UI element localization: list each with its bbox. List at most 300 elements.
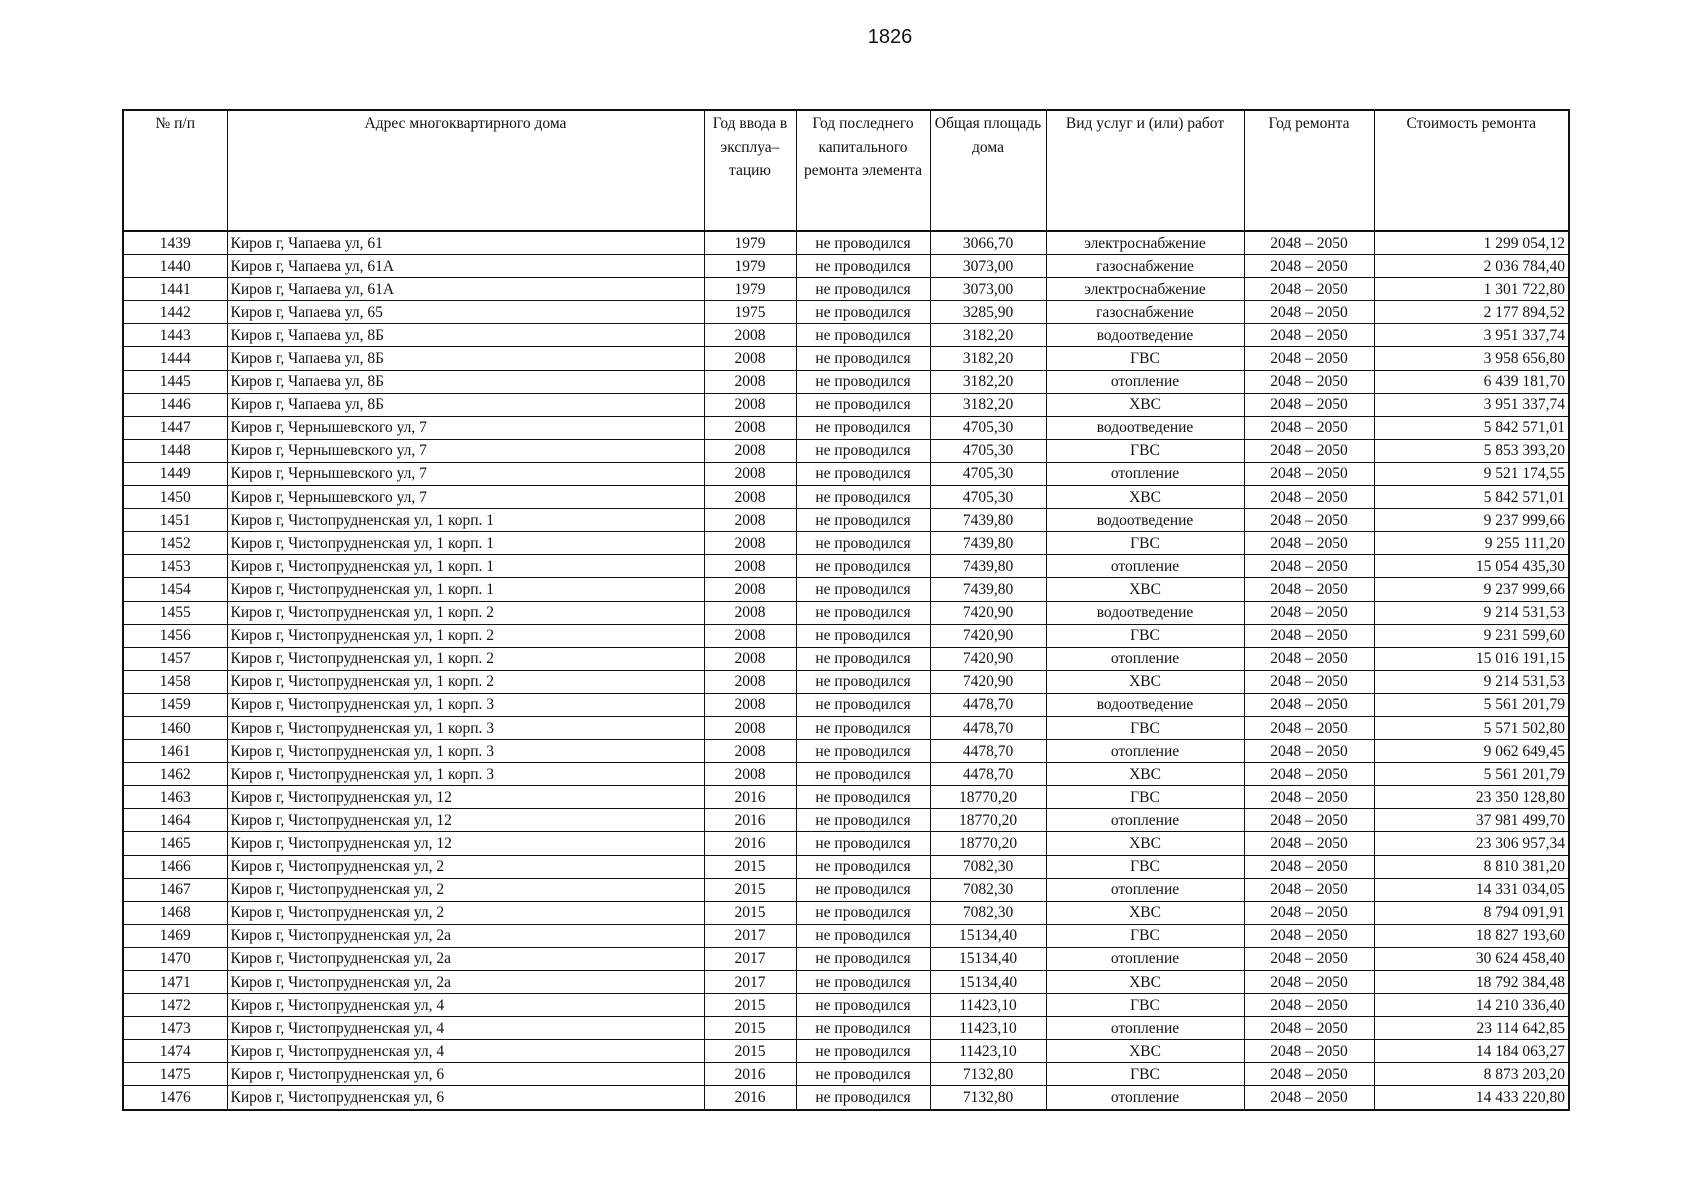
cell-service: водоотведение: [1046, 324, 1244, 347]
table-row: [123, 901, 1569, 924]
cell-last-repair: не проводился: [796, 809, 930, 832]
cell-cost: 9 062 649,45: [1374, 740, 1569, 763]
cell-repair-years: 2048 – 2050: [1244, 670, 1374, 693]
cell-repair-years: 2048 – 2050: [1244, 786, 1374, 809]
cell-num: 1456: [123, 624, 227, 647]
cell-address: Киров г, Чистопрудненская ул, 2: [227, 855, 704, 878]
cell-last-repair: не проводился: [796, 647, 930, 670]
cell-cost: 14 184 063,27: [1374, 1040, 1569, 1063]
cell-area: 4705,30: [930, 462, 1046, 485]
cell-last-repair: не проводился: [796, 971, 930, 994]
cell-repair-years: 2048 – 2050: [1244, 924, 1374, 947]
cell-year-built: 1979: [704, 278, 796, 301]
cell-year-built: 2008: [704, 624, 796, 647]
cell-last-repair: не проводился: [796, 947, 930, 970]
cell-area: 3073,00: [930, 278, 1046, 301]
cell-area: 3066,70: [930, 231, 1046, 255]
cell-address: Киров г, Чапаева ул, 8Б: [227, 347, 704, 370]
cell-repair-years: 2048 – 2050: [1244, 555, 1374, 578]
table-row: [123, 462, 1569, 485]
cell-service: ХВС: [1046, 832, 1244, 855]
cell-year-built: 1979: [704, 255, 796, 278]
cell-last-repair: не проводился: [796, 439, 930, 462]
cell-year-built: 1975: [704, 301, 796, 324]
cell-num: 1439: [123, 231, 227, 255]
cell-area: 4478,70: [930, 740, 1046, 763]
cell-year-built: 2016: [704, 832, 796, 855]
cell-address: Киров г, Чистопрудненская ул, 2а: [227, 947, 704, 970]
cell-last-repair: не проводился: [796, 901, 930, 924]
cell-service: отопление: [1046, 555, 1244, 578]
cell-cost: 5 561 201,79: [1374, 763, 1569, 786]
header-row: [123, 110, 1569, 231]
cell-num: 1462: [123, 763, 227, 786]
cell-year-built: 2017: [704, 971, 796, 994]
cell-last-repair: не проводился: [796, 301, 930, 324]
cell-area: 11423,10: [930, 994, 1046, 1017]
cell-repair-years: 2048 – 2050: [1244, 347, 1374, 370]
cell-area: 3285,90: [930, 301, 1046, 324]
cell-address: Киров г, Чистопрудненская ул, 6: [227, 1086, 704, 1110]
cell-repair-years: 2048 – 2050: [1244, 1040, 1374, 1063]
cell-service: электроснабжение: [1046, 278, 1244, 301]
cell-year-built: 2008: [704, 324, 796, 347]
cell-address: Киров г, Чистопрудненская ул, 1 корп. 1: [227, 578, 704, 601]
cell-area: 3073,00: [930, 255, 1046, 278]
cell-repair-years: 2048 – 2050: [1244, 1063, 1374, 1086]
cell-address: Киров г, Чапаева ул, 8Б: [227, 370, 704, 393]
cell-address: Киров г, Чистопрудненская ул, 1 корп. 2: [227, 624, 704, 647]
cell-area: 7439,80: [930, 555, 1046, 578]
cell-address: Киров г, Чистопрудненская ул, 1 корп. 3: [227, 763, 704, 786]
cell-year-built: 2017: [704, 947, 796, 970]
cell-cost: 5 853 393,20: [1374, 439, 1569, 462]
cell-num: 1461: [123, 740, 227, 763]
cell-repair-years: 2048 – 2050: [1244, 532, 1374, 555]
cell-address: Киров г, Чистопрудненская ул, 2а: [227, 971, 704, 994]
cell-num: 1451: [123, 509, 227, 532]
cell-repair-years: 2048 – 2050: [1244, 624, 1374, 647]
cell-cost: 23 114 642,85: [1374, 1017, 1569, 1040]
cell-cost: 9 521 174,55: [1374, 462, 1569, 485]
cell-area: 3182,20: [930, 393, 1046, 416]
cell-cost: 9 214 531,53: [1374, 670, 1569, 693]
cell-cost: 1 301 722,80: [1374, 278, 1569, 301]
cell-service: ГВС: [1046, 624, 1244, 647]
cell-last-repair: не проводился: [796, 370, 930, 393]
cell-cost: 3 951 337,74: [1374, 393, 1569, 416]
cell-num: 1465: [123, 832, 227, 855]
cell-cost: 8 810 381,20: [1374, 855, 1569, 878]
cell-year-built: 2008: [704, 486, 796, 509]
cell-repair-years: 2048 – 2050: [1244, 462, 1374, 485]
cell-num: 1443: [123, 324, 227, 347]
table-row: [123, 971, 1569, 994]
cell-cost: 15 054 435,30: [1374, 555, 1569, 578]
cell-service: отопление: [1046, 809, 1244, 832]
table-row: [123, 809, 1569, 832]
cell-area: 7082,30: [930, 855, 1046, 878]
cell-last-repair: не проводился: [796, 855, 930, 878]
cell-repair-years: 2048 – 2050: [1244, 740, 1374, 763]
cell-address: Киров г, Чистопрудненская ул, 2: [227, 878, 704, 901]
cell-address: Киров г, Чапаева ул, 65: [227, 301, 704, 324]
header-address: Адрес многоквартирного дома: [227, 110, 704, 231]
cell-repair-years: 2048 – 2050: [1244, 301, 1374, 324]
table-row: [123, 301, 1569, 324]
cell-num: 1444: [123, 347, 227, 370]
cell-repair-years: 2048 – 2050: [1244, 416, 1374, 439]
cell-cost: 5 842 571,01: [1374, 486, 1569, 509]
cell-cost: 5 561 201,79: [1374, 693, 1569, 716]
cell-repair-years: 2048 – 2050: [1244, 324, 1374, 347]
cell-service: ХВС: [1046, 393, 1244, 416]
cell-service: газоснабжение: [1046, 301, 1244, 324]
table-row: [123, 439, 1569, 462]
cell-repair-years: 2048 – 2050: [1244, 509, 1374, 532]
cell-address: Киров г, Чернышевского ул, 7: [227, 416, 704, 439]
cell-repair-years: 2048 – 2050: [1244, 693, 1374, 716]
cell-cost: 14 210 336,40: [1374, 994, 1569, 1017]
cell-service: ХВС: [1046, 670, 1244, 693]
cell-cost: 8 873 203,20: [1374, 1063, 1569, 1086]
cell-address: Киров г, Чистопрудненская ул, 6: [227, 1063, 704, 1086]
cell-address: Киров г, Чапаева ул, 8Б: [227, 393, 704, 416]
cell-year-built: 2008: [704, 462, 796, 485]
cell-service: водоотведение: [1046, 693, 1244, 716]
header-year-built: Год ввода в эксплуа– тацию: [704, 110, 796, 231]
cell-cost: 15 016 191,15: [1374, 647, 1569, 670]
cell-num: 1470: [123, 947, 227, 970]
header-last-repair: Год последнего капитального ремонта элемента: [796, 110, 930, 231]
cell-num: 1447: [123, 416, 227, 439]
cell-num: 1442: [123, 301, 227, 324]
cell-repair-years: 2048 – 2050: [1244, 578, 1374, 601]
table-row: [123, 509, 1569, 532]
cell-area: 18770,20: [930, 832, 1046, 855]
table-row: [123, 647, 1569, 670]
table-row: [123, 994, 1569, 1017]
cell-area: 3182,20: [930, 347, 1046, 370]
cell-num: 1450: [123, 486, 227, 509]
cell-area: 7439,80: [930, 578, 1046, 601]
cell-area: 4705,30: [930, 439, 1046, 462]
cell-service: ХВС: [1046, 578, 1244, 601]
cell-address: Киров г, Чистопрудненская ул, 1 корп. 3: [227, 716, 704, 739]
cell-cost: 37 981 499,70: [1374, 809, 1569, 832]
cell-address: Киров г, Чернышевского ул, 7: [227, 462, 704, 485]
cell-year-built: 2008: [704, 647, 796, 670]
header-service: Вид услуг и (или) работ: [1046, 110, 1244, 231]
cell-cost: 14 433 220,80: [1374, 1086, 1569, 1110]
table-row: [123, 878, 1569, 901]
cell-area: 3182,20: [930, 370, 1046, 393]
cell-area: 15134,40: [930, 947, 1046, 970]
cell-service: ХВС: [1046, 971, 1244, 994]
cell-last-repair: не проводился: [796, 416, 930, 439]
cell-num: 1453: [123, 555, 227, 578]
table-row: [123, 855, 1569, 878]
cell-last-repair: не проводился: [796, 878, 930, 901]
cell-num: 1455: [123, 601, 227, 624]
cell-repair-years: 2048 – 2050: [1244, 994, 1374, 1017]
cell-year-built: 1979: [704, 231, 796, 255]
cell-service: ГВС: [1046, 347, 1244, 370]
cell-service: ГВС: [1046, 532, 1244, 555]
cell-num: 1469: [123, 924, 227, 947]
table-row: [123, 486, 1569, 509]
cell-last-repair: не проводился: [796, 924, 930, 947]
cell-num: 1441: [123, 278, 227, 301]
cell-address: Киров г, Чистопрудненская ул, 12: [227, 809, 704, 832]
table-row: [123, 670, 1569, 693]
cell-num: 1474: [123, 1040, 227, 1063]
cell-year-built: 2017: [704, 924, 796, 947]
cell-service: водоотведение: [1046, 601, 1244, 624]
cell-year-built: 2008: [704, 716, 796, 739]
table-row: [123, 624, 1569, 647]
cell-last-repair: не проводился: [796, 1086, 930, 1110]
cell-service: отопление: [1046, 1086, 1244, 1110]
cell-service: ГВС: [1046, 716, 1244, 739]
cell-year-built: 2015: [704, 994, 796, 1017]
cell-year-built: 2015: [704, 1040, 796, 1063]
cell-address: Киров г, Чапаева ул, 61А: [227, 278, 704, 301]
cell-area: 7420,90: [930, 670, 1046, 693]
cell-num: 1475: [123, 1063, 227, 1086]
cell-num: 1468: [123, 901, 227, 924]
cell-last-repair: не проводился: [796, 324, 930, 347]
cell-address: Киров г, Чистопрудненская ул, 12: [227, 786, 704, 809]
cell-last-repair: не проводился: [796, 278, 930, 301]
cell-cost: 2 177 894,52: [1374, 301, 1569, 324]
cell-last-repair: не проводился: [796, 832, 930, 855]
cell-num: 1454: [123, 578, 227, 601]
cell-cost: 18 792 384,48: [1374, 971, 1569, 994]
cell-repair-years: 2048 – 2050: [1244, 809, 1374, 832]
cell-last-repair: не проводился: [796, 740, 930, 763]
cell-cost: 2 036 784,40: [1374, 255, 1569, 278]
cell-num: 1458: [123, 670, 227, 693]
cell-area: 4478,70: [930, 693, 1046, 716]
table-row: [123, 763, 1569, 786]
cell-cost: 23 306 957,34: [1374, 832, 1569, 855]
cell-repair-years: 2048 – 2050: [1244, 255, 1374, 278]
cell-service: ГВС: [1046, 994, 1244, 1017]
cell-num: 1448: [123, 439, 227, 462]
cell-service: водоотведение: [1046, 509, 1244, 532]
cell-cost: 3 951 337,74: [1374, 324, 1569, 347]
cell-last-repair: не проводился: [796, 716, 930, 739]
cell-address: Киров г, Чистопрудненская ул, 1 корп. 3: [227, 693, 704, 716]
cell-year-built: 2008: [704, 532, 796, 555]
cell-address: Киров г, Чистопрудненская ул, 1 корп. 1: [227, 509, 704, 532]
cell-repair-years: 2048 – 2050: [1244, 439, 1374, 462]
table-row: [123, 740, 1569, 763]
table-row: [123, 1086, 1569, 1110]
cell-year-built: 2008: [704, 763, 796, 786]
table-row: [123, 347, 1569, 370]
cell-service: газоснабжение: [1046, 255, 1244, 278]
table-row: [123, 555, 1569, 578]
cell-last-repair: не проводился: [796, 693, 930, 716]
cell-num: 1471: [123, 971, 227, 994]
cell-cost: 6 439 181,70: [1374, 370, 1569, 393]
cell-service: отопление: [1046, 647, 1244, 670]
cell-address: Киров г, Чистопрудненская ул, 4: [227, 994, 704, 1017]
table-row: [123, 716, 1569, 739]
cell-num: 1445: [123, 370, 227, 393]
cell-service: ГВС: [1046, 439, 1244, 462]
cell-year-built: 2008: [704, 393, 796, 416]
cell-last-repair: не проводился: [796, 347, 930, 370]
table-row: [123, 231, 1569, 255]
cell-num: 1446: [123, 393, 227, 416]
cell-year-built: 2008: [704, 347, 796, 370]
header-area: Общая площадь дома: [930, 110, 1046, 231]
cell-repair-years: 2048 – 2050: [1244, 716, 1374, 739]
cell-area: 7439,80: [930, 532, 1046, 555]
table-row: [123, 255, 1569, 278]
cell-num: 1449: [123, 462, 227, 485]
cell-service: ГВС: [1046, 855, 1244, 878]
cell-repair-years: 2048 – 2050: [1244, 370, 1374, 393]
cell-num: 1452: [123, 532, 227, 555]
cell-address: Киров г, Чистопрудненская ул, 4: [227, 1017, 704, 1040]
cell-last-repair: не проводился: [796, 1063, 930, 1086]
cell-repair-years: 2048 – 2050: [1244, 971, 1374, 994]
cell-area: 7420,90: [930, 647, 1046, 670]
cell-year-built: 2008: [704, 555, 796, 578]
cell-area: 4705,30: [930, 416, 1046, 439]
cell-service: ХВС: [1046, 486, 1244, 509]
cell-service: отопление: [1046, 1017, 1244, 1040]
cell-repair-years: 2048 – 2050: [1244, 832, 1374, 855]
cell-last-repair: не проводился: [796, 763, 930, 786]
cell-address: Киров г, Чапаева ул, 8Б: [227, 324, 704, 347]
cell-year-built: 2008: [704, 370, 796, 393]
cell-cost: 14 331 034,05: [1374, 878, 1569, 901]
cell-address: Киров г, Чистопрудненская ул, 4: [227, 1040, 704, 1063]
cell-cost: 9 237 999,66: [1374, 578, 1569, 601]
cell-last-repair: не проводился: [796, 578, 930, 601]
cell-area: 7082,30: [930, 901, 1046, 924]
table-row: [123, 832, 1569, 855]
cell-service: отопление: [1046, 370, 1244, 393]
cell-area: 18770,20: [930, 809, 1046, 832]
table-row: [123, 693, 1569, 716]
table-row: [123, 416, 1569, 439]
cell-num: 1463: [123, 786, 227, 809]
cell-num: 1476: [123, 1086, 227, 1110]
cell-last-repair: не проводился: [796, 532, 930, 555]
cell-cost: 9 214 531,53: [1374, 601, 1569, 624]
cell-last-repair: не проводился: [796, 1040, 930, 1063]
cell-year-built: 2015: [704, 855, 796, 878]
cell-last-repair: не проводился: [796, 509, 930, 532]
cell-last-repair: не проводился: [796, 1017, 930, 1040]
cell-repair-years: 2048 – 2050: [1244, 1017, 1374, 1040]
cell-area: 15134,40: [930, 971, 1046, 994]
cell-last-repair: не проводился: [796, 462, 930, 485]
cell-service: отопление: [1046, 740, 1244, 763]
cell-last-repair: не проводился: [796, 393, 930, 416]
cell-cost: 3 958 656,80: [1374, 347, 1569, 370]
table-row: [123, 278, 1569, 301]
cell-cost: 9 237 999,66: [1374, 509, 1569, 532]
cell-address: Киров г, Чистопрудненская ул, 2: [227, 901, 704, 924]
cell-num: 1472: [123, 994, 227, 1017]
cell-num: 1460: [123, 716, 227, 739]
cell-repair-years: 2048 – 2050: [1244, 1086, 1374, 1110]
cell-year-built: 2016: [704, 1063, 796, 1086]
cell-last-repair: не проводился: [796, 231, 930, 255]
cell-year-built: 2008: [704, 509, 796, 532]
cell-num: 1466: [123, 855, 227, 878]
cell-address: Киров г, Чистопрудненская ул, 2а: [227, 924, 704, 947]
cell-year-built: 2016: [704, 786, 796, 809]
cell-year-built: 2008: [704, 416, 796, 439]
header-cost: Стоимость ремонта: [1374, 110, 1569, 231]
cell-address: Киров г, Чистопрудненская ул, 1 корп. 1: [227, 532, 704, 555]
cell-year-built: 2008: [704, 601, 796, 624]
cell-year-built: 2015: [704, 878, 796, 901]
cell-repair-years: 2048 – 2050: [1244, 763, 1374, 786]
cell-num: 1457: [123, 647, 227, 670]
cell-service: ГВС: [1046, 786, 1244, 809]
table-row: [123, 1017, 1569, 1040]
cell-area: 18770,20: [930, 786, 1046, 809]
cell-year-built: 2015: [704, 901, 796, 924]
cell-area: 3182,20: [930, 324, 1046, 347]
cell-address: Киров г, Чистопрудненская ул, 1 корп. 2: [227, 601, 704, 624]
cell-year-built: 2016: [704, 809, 796, 832]
cell-cost: 8 794 091,91: [1374, 901, 1569, 924]
cell-area: 7082,30: [930, 878, 1046, 901]
cell-service: ГВС: [1046, 1063, 1244, 1086]
cell-address: Киров г, Чистопрудненская ул, 1 корп. 2: [227, 670, 704, 693]
cell-service: отопление: [1046, 947, 1244, 970]
cell-repair-years: 2048 – 2050: [1244, 901, 1374, 924]
cell-address: Киров г, Чистопрудненская ул, 12: [227, 832, 704, 855]
cell-repair-years: 2048 – 2050: [1244, 393, 1374, 416]
cell-area: 4705,30: [930, 486, 1046, 509]
cell-year-built: 2016: [704, 1086, 796, 1110]
cell-service: ХВС: [1046, 901, 1244, 924]
cell-cost: 1 299 054,12: [1374, 231, 1569, 255]
cell-area: 7439,80: [930, 509, 1046, 532]
page-number: 1826: [867, 26, 913, 48]
cell-cost: 5 842 571,01: [1374, 416, 1569, 439]
cell-year-built: 2008: [704, 439, 796, 462]
cell-service: ХВС: [1046, 763, 1244, 786]
table-row: [123, 1040, 1569, 1063]
cell-service: ГВС: [1046, 924, 1244, 947]
table-row: [123, 947, 1569, 970]
cell-address: Киров г, Чапаева ул, 61А: [227, 255, 704, 278]
cell-cost: 23 350 128,80: [1374, 786, 1569, 809]
cell-year-built: 2008: [704, 740, 796, 763]
cell-num: 1464: [123, 809, 227, 832]
cell-service: водоотведение: [1046, 416, 1244, 439]
cell-repair-years: 2048 – 2050: [1244, 601, 1374, 624]
cell-last-repair: не проводился: [796, 486, 930, 509]
header-num: № п/п: [123, 110, 227, 231]
cell-repair-years: 2048 – 2050: [1244, 855, 1374, 878]
cell-last-repair: не проводился: [796, 601, 930, 624]
cell-last-repair: не проводился: [796, 555, 930, 578]
cell-cost: 18 827 193,60: [1374, 924, 1569, 947]
